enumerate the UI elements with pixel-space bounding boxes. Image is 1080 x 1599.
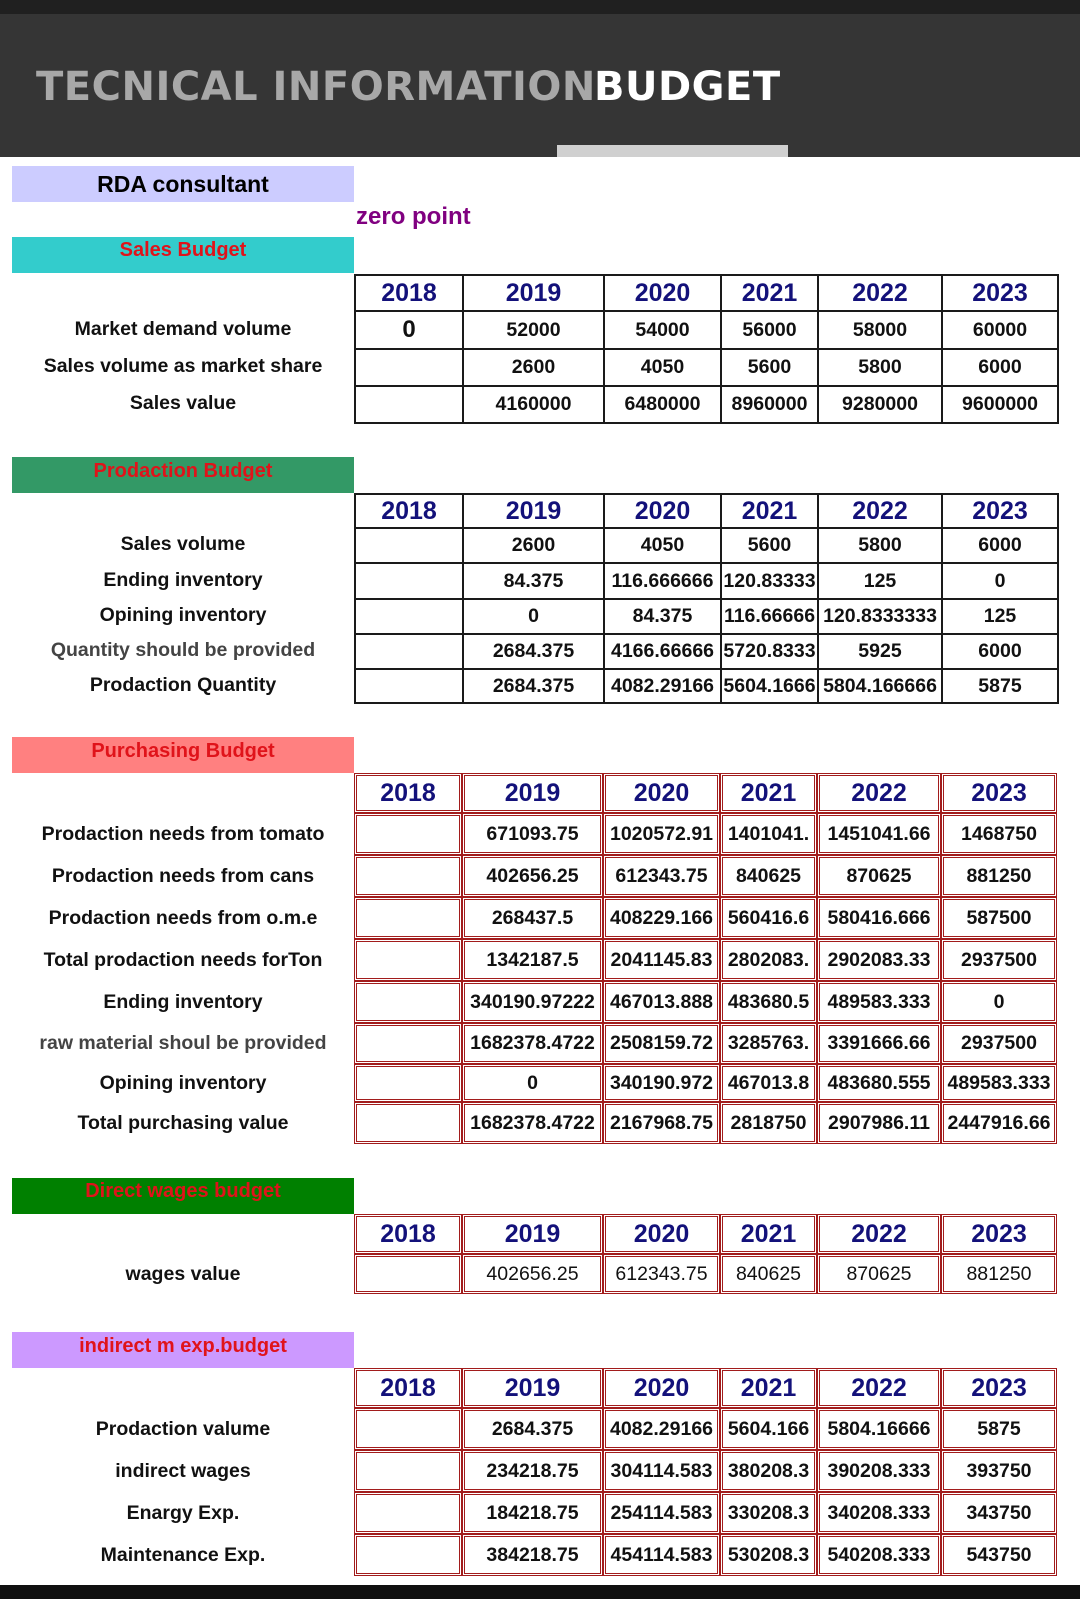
table-cell[interactable]: 483680.5	[720, 981, 817, 1023]
table-cell[interactable]: 5604.1666	[721, 669, 818, 703]
table-row	[354, 981, 1057, 1023]
table-cell[interactable]: 6000	[942, 528, 1058, 563]
table-cell[interactable]: 56000	[721, 311, 818, 349]
table-row	[354, 855, 1057, 897]
year-cell[interactable]: 2021	[721, 494, 818, 528]
table-cell[interactable]	[354, 1450, 462, 1492]
tab-budget[interactable]: BUDGET	[594, 64, 781, 110]
table-cell[interactable]: 870625	[817, 855, 941, 897]
table-cell[interactable]: 560416.6	[720, 897, 817, 939]
table-cell[interactable]: 8960000	[721, 386, 818, 423]
zero-point-label: zero point	[356, 203, 471, 230]
table-cell[interactable]: 4050	[604, 349, 721, 386]
table-cell[interactable]	[355, 563, 463, 599]
year-cell[interactable]: 2018	[355, 494, 463, 528]
year-cell[interactable]: 2018	[355, 275, 463, 311]
row-label: Total purchasing value	[77, 1112, 289, 1134]
table-cell[interactable]	[355, 669, 463, 703]
year-header-row	[355, 275, 1058, 311]
year-cell[interactable]: 2018	[354, 1368, 462, 1408]
table-cell[interactable]: 2684.375	[463, 669, 604, 703]
table-cell[interactable]: 390208.333	[817, 1450, 941, 1492]
table-cell[interactable]: 540208.333	[817, 1534, 941, 1576]
year-cell[interactable]: 2021	[720, 773, 817, 813]
table-cell[interactable]: 380208.3	[720, 1450, 817, 1492]
status-bar	[0, 0, 1080, 14]
tab-technical-information[interactable]: TECNICAL INFORMATION	[36, 64, 596, 110]
table-cell[interactable]: 1342187.5	[462, 939, 603, 981]
table-cell[interactable]	[354, 939, 462, 981]
table-cell[interactable]: 84.375	[604, 599, 721, 634]
year-cell[interactable]: 2019	[462, 1214, 603, 1254]
table-cell[interactable]: 343750	[941, 1492, 1057, 1534]
table-cell[interactable]: 671093.75	[462, 813, 603, 855]
row-label: Sales volume as market share	[43, 355, 323, 377]
year-cell[interactable]: 2023	[941, 773, 1057, 813]
active-tab-indicator	[557, 145, 788, 157]
row-label: Sales volume	[120, 533, 246, 555]
table-cell[interactable]: 5875	[941, 1408, 1057, 1450]
row-label: Opining inventory	[99, 604, 267, 626]
table-cell[interactable]: 2167968.75	[603, 1102, 720, 1144]
table-cell[interactable]: 1401041.	[720, 813, 817, 855]
table-cell[interactable]: 2508159.72	[603, 1023, 720, 1064]
year-cell[interactable]: 2018	[354, 773, 462, 813]
table-row	[355, 634, 1058, 669]
table-cell[interactable]: 587500	[941, 897, 1057, 939]
row-label: Ending inventory	[103, 991, 263, 1013]
table-row	[354, 1254, 1057, 1294]
sales-budget-header: Sales Budget	[12, 237, 354, 273]
row-label: Maintenance Exp.	[100, 1544, 266, 1566]
table-row	[355, 311, 1058, 349]
table-cell[interactable]: 52000	[463, 311, 604, 349]
table-row	[355, 669, 1058, 703]
table-cell[interactable]: 5804.166666	[818, 669, 942, 703]
row-label: Prodaction needs from cans	[51, 865, 315, 887]
table-cell[interactable]: 125	[942, 599, 1058, 634]
table-cell[interactable]: 5720.8333	[721, 634, 818, 669]
table-cell[interactable]: 5804.16666	[817, 1408, 941, 1450]
row-label: raw material shoul be provided	[39, 1032, 327, 1054]
table-cell[interactable]: 402656.25	[462, 855, 603, 897]
table-cell[interactable]: 58000	[818, 311, 942, 349]
table-cell[interactable]: 1451041.66	[817, 813, 941, 855]
table-cell[interactable]: 6000	[942, 349, 1058, 386]
table-row	[355, 563, 1058, 599]
year-cell[interactable]: 2022	[818, 275, 942, 311]
table-cell[interactable]: 2902083.33	[817, 939, 941, 981]
table-cell[interactable]: 1682378.4722	[462, 1023, 603, 1064]
row-label: Ending inventory	[103, 569, 263, 591]
row-label: Opining inventory	[99, 1072, 267, 1094]
year-cell[interactable]: 2021	[720, 1214, 817, 1254]
year-cell[interactable]: 2023	[942, 494, 1058, 528]
company-title: RDA consultant	[12, 166, 354, 202]
table-cell[interactable]: 2937500	[941, 939, 1057, 981]
table-cell[interactable]: 4050	[604, 528, 721, 563]
table-cell[interactable]	[354, 1408, 462, 1450]
table-cell[interactable]: 5800	[818, 528, 942, 563]
table-cell[interactable]: 5604.166	[720, 1408, 817, 1450]
table-cell[interactable]: 2600	[463, 349, 604, 386]
year-cell[interactable]: 2020	[603, 773, 720, 813]
table-cell[interactable]	[355, 599, 463, 634]
table-cell[interactable]: 870625	[817, 1254, 941, 1294]
table-cell[interactable]: 330208.3	[720, 1492, 817, 1534]
table-cell[interactable]: 881250	[941, 855, 1057, 897]
purchasing-budget-table	[354, 773, 1057, 1144]
table-row	[355, 386, 1058, 423]
year-cell[interactable]: 2022	[817, 773, 941, 813]
year-header-row	[354, 773, 1057, 813]
navigation-bar	[0, 1585, 1080, 1599]
row-label: Sales value	[129, 392, 237, 414]
table-cell[interactable]: 881250	[941, 1254, 1057, 1294]
year-cell[interactable]: 2022	[818, 494, 942, 528]
table-cell[interactable]	[354, 855, 462, 897]
table-cell[interactable]: 340208.333	[817, 1492, 941, 1534]
year-cell[interactable]: 2021	[720, 1368, 817, 1408]
table-cell[interactable]: 393750	[941, 1450, 1057, 1492]
row-label: Enargy Exp.	[126, 1502, 240, 1524]
table-cell[interactable]	[354, 1534, 462, 1576]
year-cell[interactable]: 2019	[463, 275, 604, 311]
wages-budget-header: Direct wages budget	[12, 1178, 354, 1214]
year-cell[interactable]: 2019	[463, 494, 604, 528]
table-cell[interactable]: 1682378.4722	[462, 1102, 603, 1144]
table-cell[interactable]: 2907986.11	[817, 1102, 941, 1144]
table-cell[interactable]	[354, 897, 462, 939]
table-cell[interactable]: 54000	[604, 311, 721, 349]
table-cell[interactable]	[354, 1064, 462, 1102]
table-cell[interactable]: 0	[941, 981, 1057, 1023]
row-label: Quantity should be provided	[50, 639, 316, 661]
table-cell[interactable]	[354, 1023, 462, 1064]
table-cell[interactable]: 483680.555	[817, 1064, 941, 1102]
year-cell[interactable]: 2023	[941, 1214, 1057, 1254]
row-label: indirect wages	[115, 1460, 251, 1482]
year-cell[interactable]: 2022	[817, 1214, 941, 1254]
table-cell[interactable]: 5925	[818, 634, 942, 669]
table-cell[interactable]: 2684.375	[462, 1408, 603, 1450]
table-cell[interactable]: 9280000	[818, 386, 942, 423]
row-label: Prodaction valume	[95, 1418, 271, 1440]
table-cell[interactable]	[355, 349, 463, 386]
budget-sheet[interactable]	[0, 157, 1080, 1585]
table-cell[interactable]: 254114.583	[603, 1492, 720, 1534]
table-cell[interactable]: 3285763.	[720, 1023, 817, 1064]
wages-budget-table	[354, 1214, 1057, 1294]
year-header-row	[354, 1368, 1057, 1408]
table-row	[354, 1102, 1057, 1144]
table-cell[interactable]: 3391666.66	[817, 1023, 941, 1064]
year-cell[interactable]: 2022	[817, 1368, 941, 1408]
table-row	[354, 1534, 1057, 1576]
table-cell[interactable]: 840625	[720, 1254, 817, 1294]
year-cell[interactable]: 2020	[604, 275, 721, 311]
row-label: Prodaction Quantity	[89, 674, 277, 696]
table-cell[interactable]	[355, 634, 463, 669]
table-cell[interactable]: 4082.29166	[604, 669, 721, 703]
table-cell[interactable]: 120.8333333	[818, 599, 942, 634]
table-row	[354, 1450, 1057, 1492]
table-cell[interactable]: 2818750	[720, 1102, 817, 1144]
table-cell[interactable]: 4082.29166	[603, 1408, 720, 1450]
app-tab-bar	[0, 14, 1080, 157]
table-cell[interactable]: 0	[462, 1064, 603, 1102]
table-cell[interactable]: 530208.3	[720, 1534, 817, 1576]
table-cell[interactable]: 467013.8	[720, 1064, 817, 1102]
row-label: Prodaction needs from tomato	[41, 823, 325, 845]
table-cell[interactable]	[355, 386, 463, 423]
production-budget-header: Prodaction Budget	[12, 457, 354, 493]
table-cell[interactable]: 489583.333	[817, 981, 941, 1023]
indirect-budget-header: indirect m exp.budget	[12, 1332, 354, 1368]
table-cell[interactable]	[355, 528, 463, 563]
purchasing-budget-header: Purchasing Budget	[12, 737, 354, 773]
table-cell[interactable]: 2600	[463, 528, 604, 563]
table-row	[354, 939, 1057, 981]
table-cell[interactable]: 84.375	[463, 563, 604, 599]
table-cell[interactable]: 340190.972	[603, 1064, 720, 1102]
table-row	[355, 349, 1058, 386]
table-cell[interactable]: 1468750	[941, 813, 1057, 855]
table-cell[interactable]: 384218.75	[462, 1534, 603, 1576]
year-header-row	[355, 494, 1058, 528]
table-cell[interactable]: 5600	[721, 349, 818, 386]
table-cell[interactable]: 268437.5	[462, 897, 603, 939]
table-cell[interactable]: 1020572.91	[603, 813, 720, 855]
table-cell[interactable]: 2684.375	[463, 634, 604, 669]
table-cell[interactable]: 2447916.66	[941, 1102, 1057, 1144]
table-cell[interactable]: 580416.666	[817, 897, 941, 939]
row-label: Market demand volume	[74, 318, 292, 340]
table-cell[interactable]: 9600000	[942, 386, 1058, 423]
table-cell[interactable]: 408229.166	[603, 897, 720, 939]
year-cell[interactable]: 2019	[462, 1368, 603, 1408]
row-label: Prodaction needs from o.m.e	[48, 907, 318, 929]
table-cell[interactable]: 4166.66666	[604, 634, 721, 669]
table-cell[interactable]: 612343.75	[603, 855, 720, 897]
table-cell[interactable]: 2937500	[941, 1023, 1057, 1064]
table-cell[interactable]: 6480000	[604, 386, 721, 423]
table-cell[interactable]: 454114.583	[603, 1534, 720, 1576]
table-row	[354, 897, 1057, 939]
table-cell[interactable]: 125	[818, 563, 942, 599]
table-row	[354, 813, 1057, 855]
table-cell[interactable]: 304114.583	[603, 1450, 720, 1492]
year-cell[interactable]: 2021	[721, 275, 818, 311]
table-cell[interactable]: 489583.333	[941, 1064, 1057, 1102]
indirect-budget-table	[354, 1368, 1057, 1576]
year-cell[interactable]: 2020	[603, 1368, 720, 1408]
table-cell[interactable]: 5600	[721, 528, 818, 563]
table-row	[354, 1492, 1057, 1534]
table-cell[interactable]: 116.666666	[604, 563, 721, 599]
table-row	[355, 528, 1058, 563]
year-header-row	[354, 1214, 1057, 1254]
table-cell[interactable]: 234218.75	[462, 1450, 603, 1492]
production-budget-table	[354, 493, 1059, 704]
table-cell[interactable]: 2041145.83	[603, 939, 720, 981]
table-cell[interactable]: 116.66666	[721, 599, 818, 634]
table-cell[interactable]: 6000	[942, 634, 1058, 669]
table-cell[interactable]: 340190.97222	[462, 981, 603, 1023]
year-cell[interactable]: 2018	[354, 1214, 462, 1254]
table-cell[interactable]: 467013.888	[603, 981, 720, 1023]
table-cell[interactable]	[354, 1492, 462, 1534]
table-cell[interactable]: 184218.75	[462, 1492, 603, 1534]
table-cell[interactable]: 0	[355, 311, 463, 349]
table-row	[354, 1023, 1057, 1064]
table-row	[354, 1064, 1057, 1102]
row-label: Total prodaction needs forTon	[43, 949, 323, 971]
table-cell[interactable]: 543750	[941, 1534, 1057, 1576]
table-cell[interactable]: 0	[463, 599, 604, 634]
year-cell[interactable]: 2019	[462, 773, 603, 813]
table-cell[interactable]: 612343.75	[603, 1254, 720, 1294]
table-cell[interactable]	[354, 1102, 462, 1144]
table-cell[interactable]	[354, 981, 462, 1023]
table-cell[interactable]: 840625	[720, 855, 817, 897]
table-cell[interactable]: 402656.25	[462, 1254, 603, 1294]
table-cell[interactable]: 5875	[942, 669, 1058, 703]
year-cell[interactable]: 2020	[603, 1214, 720, 1254]
table-cell[interactable]: 120.83333	[721, 563, 818, 599]
row-label: wages value	[125, 1263, 241, 1285]
table-row	[354, 1408, 1057, 1450]
table-row	[355, 599, 1058, 634]
year-cell[interactable]: 2020	[604, 494, 721, 528]
table-cell[interactable]: 4160000	[463, 386, 604, 423]
table-cell[interactable]: 0	[942, 563, 1058, 599]
table-cell[interactable]: 60000	[942, 311, 1058, 349]
table-cell[interactable]	[354, 1254, 462, 1294]
table-cell[interactable]	[354, 813, 462, 855]
table-cell[interactable]: 2802083.	[720, 939, 817, 981]
table-cell[interactable]: 5800	[818, 349, 942, 386]
sales-budget-table	[354, 274, 1059, 424]
year-cell[interactable]: 2023	[941, 1368, 1057, 1408]
year-cell[interactable]: 2023	[942, 275, 1058, 311]
